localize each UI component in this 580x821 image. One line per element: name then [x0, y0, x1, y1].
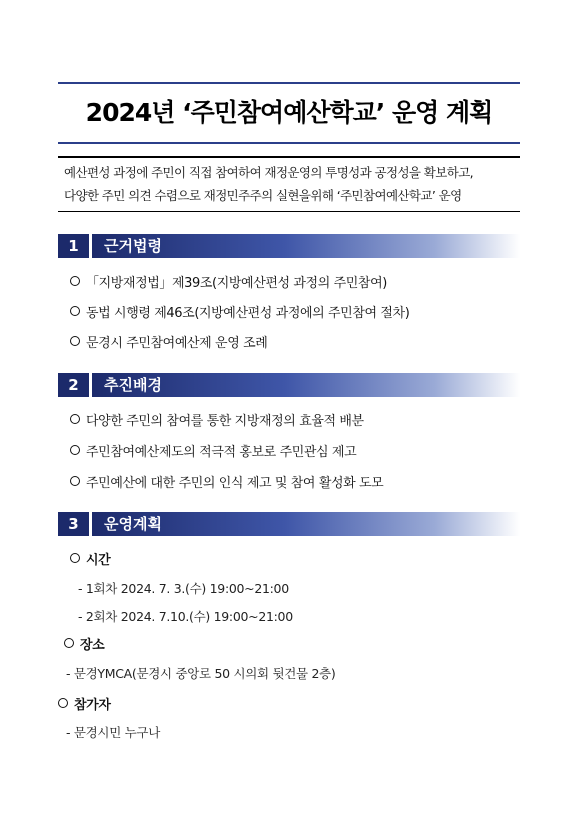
section-number: 2: [58, 373, 89, 397]
detail-item: - 문경시민 누구나: [66, 725, 160, 740]
list-item: 다양한 주민의 참여를 통한 지방재정의 효율적 배분: [70, 410, 364, 429]
section-number: 3: [58, 512, 89, 536]
list-item: 문경시 주민참여예산제 운영 조례: [70, 332, 267, 351]
list-item: 동법 시행령 제46조(지방예산편성 과정에의 주민참여 절차): [70, 302, 409, 321]
section-heading: 운영계획: [92, 512, 520, 536]
list-item: 「지방재정법」제39조(지방예산편성 과정의 주민참여): [70, 272, 387, 291]
group-label-time: 시간: [70, 549, 110, 568]
section-header-1: [58, 234, 520, 258]
section-header-3: [58, 512, 520, 536]
detail-item: - 2회차 2024. 7.10.(수) 19:00~21:00: [78, 609, 293, 624]
circle-bullet-icon: [64, 638, 74, 648]
group-label-place: 장소: [64, 634, 104, 653]
circle-bullet-icon: [70, 414, 80, 424]
circle-bullet-icon: [70, 553, 80, 563]
page-title: 2024년 ‘주민참여예산학교’ 운영 계획: [85, 98, 493, 127]
circle-bullet-icon: [70, 276, 80, 286]
intro-box: [58, 156, 520, 212]
list-item: 주민참여예산제도의 적극적 홍보로 주민관심 제고: [70, 441, 356, 460]
title-rule-bottom: [58, 142, 520, 144]
circle-bullet-icon: [58, 698, 68, 708]
circle-bullet-icon: [70, 445, 80, 455]
intro-line-1: 예산편성 과정에 주민이 직접 참여하여 재정운영의 투명성과 공정성을 확보하고,: [64, 164, 474, 180]
list-item: 주민예산에 대한 주민의 인식 제고 및 참여 활성화 도모: [70, 472, 383, 491]
section-heading: 추진배경: [92, 373, 520, 397]
group-label-participants: 참가자: [58, 694, 110, 713]
intro-text: [58, 158, 520, 211]
section-header-2: [58, 373, 520, 397]
intro-rule-bottom: [58, 211, 520, 213]
section-number: 1: [58, 234, 89, 258]
section-heading: 근거법령: [92, 234, 520, 258]
circle-bullet-icon: [70, 476, 80, 486]
intro-line-2: 다양한 주민 의견 수렴으로 재정민주주의 실현을위해 ‘주민참여예산학교’ 운영: [64, 187, 462, 203]
title-block: [58, 82, 520, 144]
circle-bullet-icon: [70, 306, 80, 316]
detail-item: - 문경YMCA(문경시 중앙로 50 시의회 뒷건물 2층): [66, 666, 336, 681]
detail-item: - 1회차 2024. 7. 3.(수) 19:00~21:00: [78, 581, 289, 596]
circle-bullet-icon: [70, 336, 80, 346]
